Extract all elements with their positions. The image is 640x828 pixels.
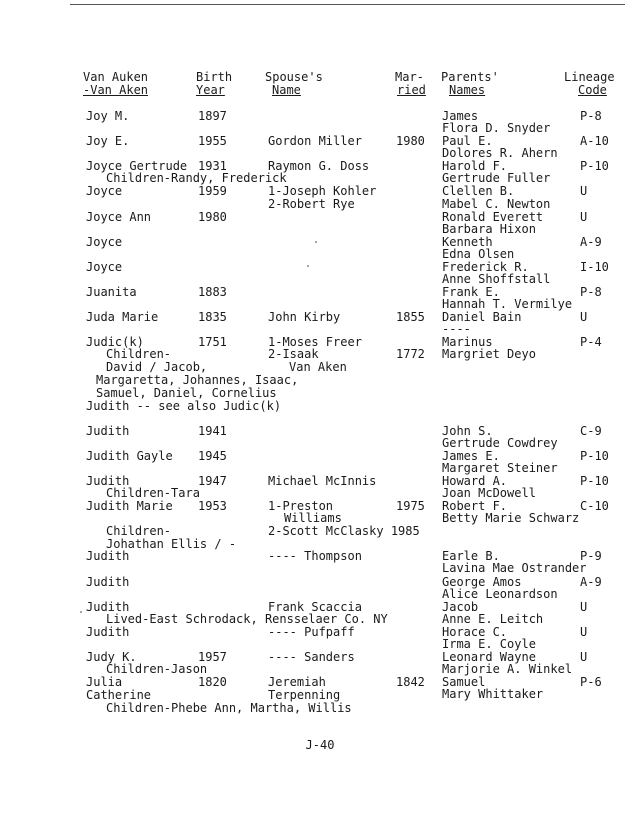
parent-mother: Mary Whittaker [442,687,544,701]
lineage-code: P-8 [580,285,602,299]
parent-father: Kenneth [442,235,493,249]
parent-father: James E. [442,449,500,463]
spouse-name-second: 2-Scott McClasky 1985 [268,524,420,538]
spouse-name: Raymon G. Doss [268,159,370,173]
children-note: Children-Phebe Ann, Martha, Willis [106,701,352,715]
header-lineage-2: Code [578,83,607,97]
spouse-name: 1-Preston [268,499,334,513]
spouse-name-cont: Van Aken [289,360,347,374]
parent-father: Paul E. [442,134,493,148]
birth-year: 1980 [198,210,227,224]
lineage-code: U [580,650,588,664]
parent-father: Marinus [442,335,493,349]
header-name-2: -Van Aken [83,83,149,97]
parent-mother: Flora D. Snyder [442,121,551,135]
birth-year: 1957 [198,650,227,664]
ink-speck [315,241,317,243]
parent-mother: Barbara Hixon [442,222,536,236]
spouse-name: Michael McInnis [268,474,377,488]
residence-note: Lived-East Schrodack, Rensselaer Co. NY [106,612,388,626]
parent-mother: Anne E. Leitch [442,612,544,626]
parent-mother: Gertrude Cowdrey [442,436,558,450]
header-parents-1: Parents' [441,70,499,84]
header-spouse-1: Spouse's [265,70,323,84]
spouse-name: ---- Thompson [268,549,362,563]
lineage-code: A-10 [580,134,609,148]
entry-name-cont: Catherine [86,688,152,702]
children-note: Samuel, Daniel, Cornelius [96,386,277,400]
birth-year: 1955 [198,134,227,148]
parent-father: Jacob [442,600,479,614]
header-lineage-1: Lineage [564,70,615,84]
ink-speck [307,265,309,267]
parent-mother: ---- [442,322,471,336]
parent-mother: Gertrude Fuller [442,171,551,185]
lineage-code: P-10 [580,449,609,463]
parent-father: Harold F. [442,159,508,173]
children-note: Children-Randy, Frederick [106,171,287,185]
entry-name: Juda Marie [86,310,159,324]
entry-name: Judith [86,474,130,488]
lineage-code: P-4 [580,335,602,349]
parent-father: Howard A. [442,474,508,488]
header-spouse-2: Name [272,83,301,97]
parent-mother: Dolores R. Ahern [442,146,558,160]
parent-mother: Marjorie A. Winkel [442,662,573,676]
entry-name: Julia [86,675,123,689]
entry-name: Judy K. [86,650,137,664]
spouse-name: Gordon Miller [268,134,362,148]
married-year: 1980 [396,134,425,148]
birth-year: 1835 [198,310,227,324]
lineage-code: I-10 [580,260,609,274]
married-year: 1842 [396,675,425,689]
entry-name: Judith [86,549,130,563]
birth-year: 1953 [198,499,227,513]
header-parents-2: Names [449,83,486,97]
lineage-code: C-10 [580,499,609,513]
birth-year: 1931 [198,159,227,173]
spouse-name: Jeremiah [268,675,326,689]
spouse-name: 1-Joseph Kohler [268,184,377,198]
parent-mother: Betty Marie Schwarz [442,511,580,525]
spouse-name: John Kirby [268,310,341,324]
birth-year: 1941 [198,424,227,438]
entry-name: Judith [86,575,130,589]
parent-mother: Irma E. Coyle [442,637,536,651]
birth-year: 1820 [198,675,227,689]
parent-mother: Anne Shoffstall [442,272,551,286]
parent-father: Leonard Wayne [442,650,536,664]
header-birth-1: Birth [196,70,233,84]
entry-name: Joy E. [86,134,130,148]
entry-name: Judith [86,600,130,614]
top-border-line [70,4,625,5]
parent-mother: Mabel C. Newton [442,197,551,211]
parent-mother: Margriet Deyo [442,347,536,361]
parent-mother: Alice Leonardson [442,587,558,601]
parent-father: George Amos [442,575,522,589]
married-year: 1855 [396,310,425,324]
spouse-name: ---- Sanders [268,650,355,664]
parent-mother: Edna Olsen [442,247,515,261]
birth-year: 1897 [198,109,227,123]
entry-name: Judith [86,424,130,438]
lineage-code: P-8 [580,109,602,123]
entry-name: Judith Marie [86,499,173,513]
lineage-code: U [580,184,588,198]
cross-reference-note: Judith -- see also Judic(k) [86,399,282,413]
header-married-2: ried [397,83,426,97]
lineage-code: U [580,625,588,639]
entry-name: Joyce [86,260,123,274]
parent-father: Robert F. [442,499,508,513]
married-year: 1975 [396,499,425,513]
parent-father: Earle B. [442,549,500,563]
parent-father: Frederick R. [442,260,529,274]
birth-year: 1883 [198,285,227,299]
parent-mother: Lavina Mae Ostrander [442,561,587,575]
lineage-code: C-9 [580,424,602,438]
parent-father: Samuel [442,675,486,689]
parent-father: Clellen B. [442,184,515,198]
spouse-name-cont: Terpenning [268,688,341,702]
birth-year: 1959 [198,184,227,198]
birth-year: 1751 [198,335,227,349]
spouse-name: 1-Moses Freer [268,335,362,349]
spouse-name: Frank Scaccia [268,600,362,614]
entry-name: Judic(k) [86,335,144,349]
birth-year: 1945 [198,449,227,463]
parent-father: Ronald Everett [442,210,544,224]
parent-mother: Margaret Steiner [442,461,558,475]
children-note: Margaretta, Johannes, Isaac, [96,373,299,387]
parent-mother: Joan McDowell [442,486,536,500]
entry-name: Joyce [86,235,123,249]
entry-name: Joyce Ann [86,210,152,224]
children-note: David / Jacob, [106,360,208,374]
lineage-code: P-9 [580,549,602,563]
page-number: J-40 [305,738,335,752]
lineage-code: P-10 [580,474,609,488]
entry-name: Judith [86,625,130,639]
parent-father: Daniel Bain [442,310,522,324]
lineage-code: U [580,600,588,614]
married-year: 1772 [396,347,425,361]
header-birth-2: Year [196,83,225,97]
header-name-1: Van Auken [83,70,149,84]
lineage-code: U [580,310,588,324]
header-married-1: Mar- [395,70,424,84]
entry-name: Joyce Gertrude [86,159,188,173]
entry-name: Joyce [86,184,123,198]
spouse-name-second: 2-Robert Rye [268,197,355,211]
entry-name: Joy M. [86,109,130,123]
children-note: Children-Tara [106,486,200,500]
ink-speck [80,611,82,613]
parent-father: James [442,109,479,123]
children-note: Children- [106,524,172,538]
children-note: Johathan Ellis / - [106,537,237,551]
parent-father: John S. [442,424,493,438]
lineage-code: P-6 [580,675,602,689]
lineage-code: P-10 [580,159,609,173]
spouse-name-second: 2-Isaak [268,347,319,361]
birth-year: 1947 [198,474,227,488]
children-note: Children- [106,347,172,361]
entry-name: Judith Gayle [86,449,173,463]
parent-father: Frank E. [442,285,500,299]
lineage-code: A-9 [580,575,602,589]
parent-father: Horace C. [442,625,508,639]
parent-mother: Hannah T. Vermilye [442,297,573,311]
lineage-code: U [580,210,588,224]
spouse-name-cont: Williams [284,511,342,525]
entry-name: Juanita [86,285,137,299]
spouse-name: ---- Pufpaff [268,625,355,639]
lineage-code: A-9 [580,235,602,249]
children-note: Children-Jason [106,662,208,676]
